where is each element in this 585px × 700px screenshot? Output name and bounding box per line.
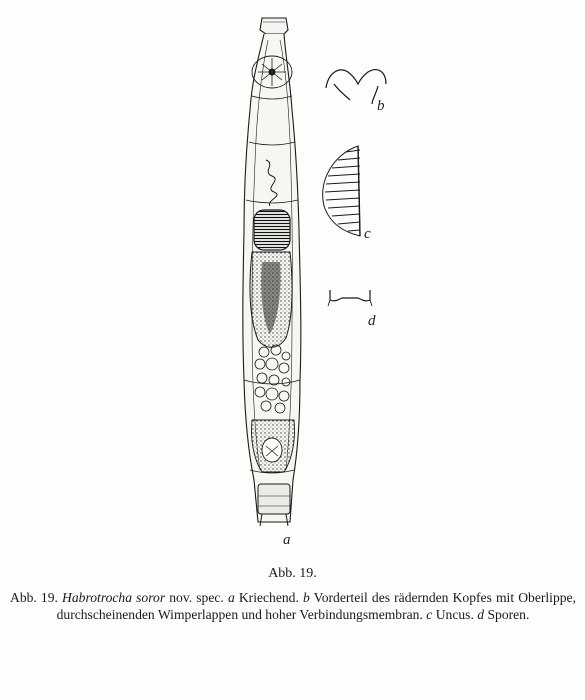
caption-mark-d: d bbox=[477, 607, 485, 622]
caption-text-c: Uncus. bbox=[435, 607, 474, 622]
caption-part1: nov. spec. bbox=[169, 590, 224, 605]
panel-label-c: c bbox=[364, 226, 371, 242]
caption-text-b: Vorderteil des rädernden Kopfes mit Oberlippe, durchscheinenden Wimperlappen und hoher Verbindungsmembran. bbox=[56, 590, 576, 622]
caption-mark-b: b bbox=[303, 590, 310, 605]
figure-caption bbox=[10, 589, 576, 623]
caption-text-a: Kriechend. bbox=[238, 590, 299, 605]
caption-species: Habrotrocha soror bbox=[62, 590, 166, 605]
figure-c-uncus bbox=[323, 146, 360, 236]
caption-lead: Abb. 19. bbox=[10, 590, 58, 605]
caption-mark-c: c bbox=[426, 607, 433, 622]
figure-a-rotifer bbox=[243, 18, 301, 526]
caption-mark-a: a bbox=[227, 590, 235, 605]
figure-number: Abb. 19. bbox=[268, 566, 317, 581]
figure-d-spores bbox=[328, 290, 372, 306]
caption-text-d: Sporen. bbox=[487, 607, 530, 622]
panel-label-b: b bbox=[377, 98, 385, 114]
panel-label-d: d bbox=[368, 313, 376, 329]
panel-label-a: a bbox=[283, 532, 291, 548]
